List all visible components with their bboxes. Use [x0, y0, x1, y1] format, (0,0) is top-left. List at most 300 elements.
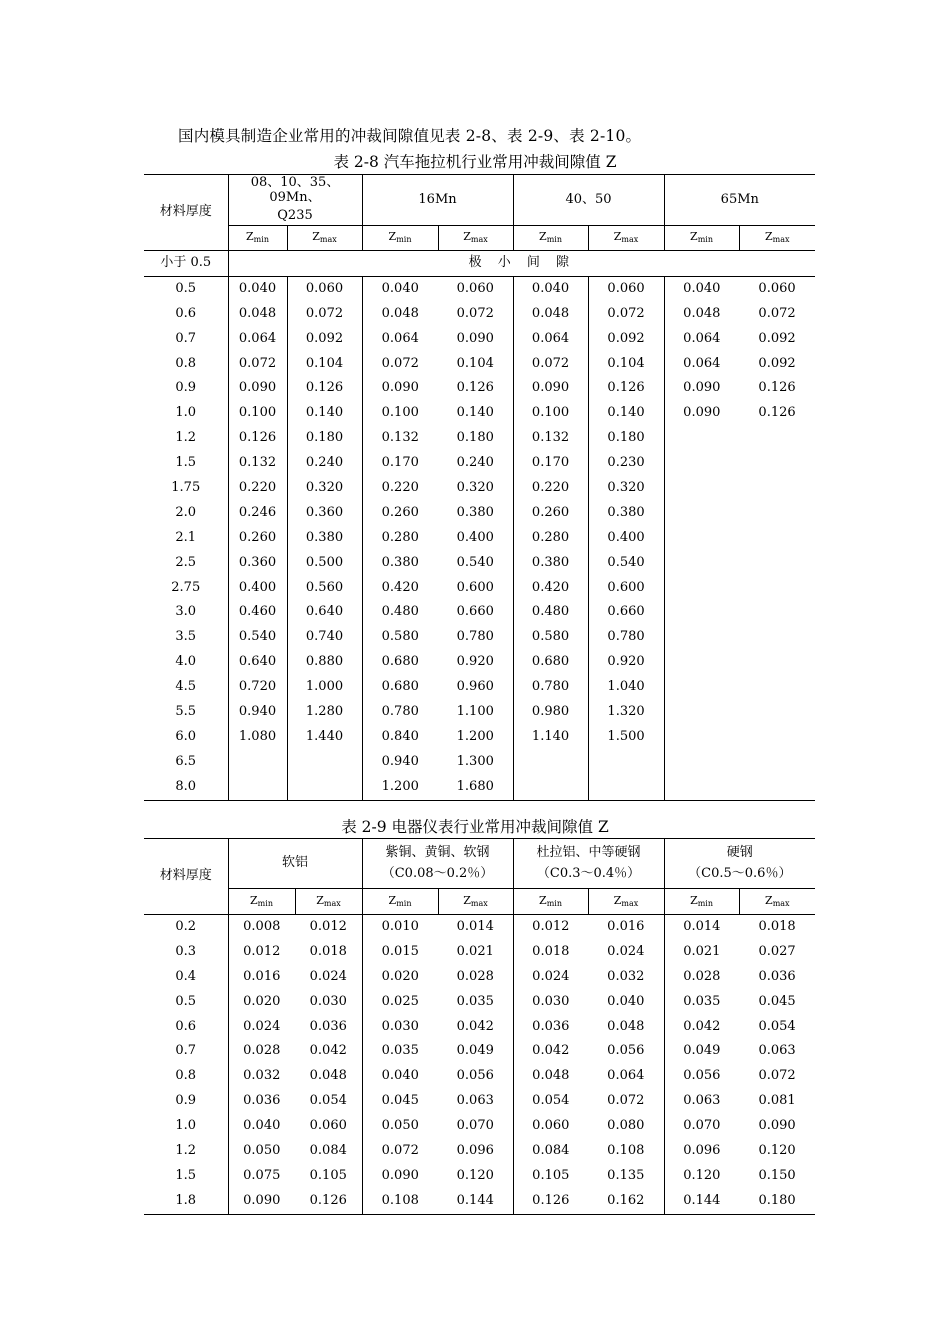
- z-min-cell: [513, 750, 588, 775]
- z-max-cell: 0.135: [607, 1167, 645, 1183]
- table2-clearance-electrical: [144, 838, 815, 1215]
- z-max-cell: 0.060: [758, 280, 796, 296]
- z-min-cell: [664, 650, 739, 675]
- z-max-cell: 0.021: [456, 943, 494, 959]
- z-max-cell: 0.120: [758, 1142, 796, 1158]
- z-min-cell: 0.980: [513, 700, 588, 725]
- z-max-cell: [739, 650, 815, 675]
- table-row: [144, 451, 815, 476]
- thickness-cell: 0.3: [175, 943, 197, 959]
- z-max-cell: 0.640: [287, 600, 362, 625]
- z-min-cell: 0.040: [228, 1114, 295, 1139]
- z-min-header: $Z_{min}$: [513, 889, 588, 915]
- z-min-cell: 0.084: [513, 1139, 588, 1164]
- z-max-cell: 0.140: [588, 401, 664, 426]
- z-min-cell: 0.260: [228, 526, 287, 551]
- z-min-cell: 0.036: [228, 1089, 295, 1114]
- z-max-cell: 0.126: [758, 405, 796, 421]
- z-min-cell: [228, 775, 287, 800]
- z-min-cell: 0.480: [513, 600, 588, 625]
- z-min-cell: 0.072: [513, 352, 588, 377]
- thickness-cell: 2.5: [175, 554, 197, 570]
- z-min-cell: [664, 625, 739, 650]
- z-max-cell: [739, 526, 815, 551]
- table-row: [144, 426, 815, 451]
- z-min-cell: 0.144: [664, 1189, 739, 1214]
- z-max-cell: 1.040: [588, 675, 664, 700]
- z-min-cell: 0.126: [513, 1189, 588, 1214]
- z-max-cell: 0.600: [456, 579, 494, 595]
- z-min-cell: 0.108: [362, 1189, 438, 1214]
- z-min-cell: 0.040: [664, 276, 739, 301]
- table-row: [144, 700, 815, 725]
- table-row: [144, 302, 815, 327]
- z-min-cell: 0.220: [228, 476, 287, 501]
- z-min-cell: 0.048: [664, 302, 739, 327]
- z-max-cell: 0.126: [456, 380, 494, 396]
- thickness-cell: 0.6: [175, 305, 197, 321]
- z-min-cell: 0.015: [362, 940, 438, 965]
- z-min-cell: [664, 551, 739, 576]
- z-min-cell: 0.100: [228, 401, 287, 426]
- thickness-cell: 0.9: [175, 380, 197, 396]
- z-max-cell: 0.126: [588, 376, 664, 401]
- z-min-cell: 0.021: [664, 940, 739, 965]
- z-min-cell: 0.030: [513, 990, 588, 1015]
- z-max-cell: [739, 675, 815, 700]
- z-min-cell: 0.460: [228, 600, 287, 625]
- z-min-cell: [228, 750, 287, 775]
- table-row: [144, 625, 815, 650]
- z-max-cell: 0.045: [758, 993, 796, 1009]
- table-row: [144, 990, 815, 1015]
- table-row: [144, 576, 815, 601]
- thickness-cell: 0.4: [175, 968, 197, 984]
- thickness-cell: 1.0: [175, 1118, 197, 1134]
- z-max-cell: 1.500: [588, 725, 664, 750]
- z-max-cell: [739, 625, 815, 650]
- z-max-cell: 0.380: [456, 504, 494, 520]
- table-row: [144, 551, 815, 576]
- z-min-header: $Z_{min}$: [664, 226, 739, 251]
- z-min-cell: 0.480: [362, 600, 438, 625]
- thickness-cell: 4.5: [175, 679, 197, 695]
- z-max-cell: 0.018: [309, 943, 347, 959]
- z-max-cell: 0.320: [456, 479, 494, 495]
- z-min-cell: 0.420: [513, 576, 588, 601]
- z-max-cell: 0.027: [758, 943, 796, 959]
- z-min-cell: 1.140: [513, 725, 588, 750]
- table1-tiny-gap-note: 极 小 间 隙: [228, 251, 815, 277]
- table-row: [144, 276, 815, 301]
- z-min-header: $Z_{min}$: [513, 226, 588, 251]
- thickness-cell: 1.5: [175, 1167, 197, 1183]
- z-min-cell: 1.080: [228, 725, 287, 750]
- z-min-cell: 0.020: [228, 990, 295, 1015]
- table-row: [144, 775, 815, 800]
- z-min-cell: 0.100: [513, 401, 588, 426]
- z-min-header: $Z_{min}$: [362, 226, 438, 251]
- z-max-cell: 1.000: [287, 675, 362, 700]
- z-max-cell: 0.081: [758, 1093, 796, 1109]
- table-row: [144, 401, 815, 426]
- z-max-cell: 0.064: [607, 1068, 645, 1084]
- thickness-cell: 3.5: [175, 629, 197, 645]
- thickness-cell: 0.7: [175, 330, 197, 346]
- z-min-cell: 0.056: [664, 1064, 739, 1089]
- z-max-cell: [739, 476, 815, 501]
- z-max-cell: 0.072: [588, 302, 664, 327]
- table1-group-header: 40、50: [513, 175, 664, 226]
- z-max-cell: [739, 775, 815, 800]
- z-min-cell: 0.090: [513, 376, 588, 401]
- thickness-cell: 0.8: [175, 355, 197, 371]
- z-min-cell: 0.060: [513, 1114, 588, 1139]
- z-max-cell: 0.084: [309, 1142, 347, 1158]
- z-max-cell: 0.012: [309, 918, 347, 934]
- z-max-cell: 0.035: [456, 993, 494, 1009]
- z-max-cell: 0.108: [607, 1142, 645, 1158]
- z-max-cell: 0.072: [456, 305, 494, 321]
- z-min-cell: 0.126: [228, 426, 287, 451]
- z-min-cell: 0.220: [513, 476, 588, 501]
- z-max-cell: 0.054: [309, 1093, 347, 1109]
- z-max-cell: 0.320: [588, 476, 664, 501]
- table2-group-header: 杜拉铝、中等硬钢 （C0.3～0.4％）: [513, 839, 664, 889]
- thickness-cell: 1.0: [175, 405, 197, 421]
- z-min-cell: 0.032: [228, 1064, 295, 1089]
- z-min-header: $Z_{min}$: [228, 889, 295, 915]
- z-min-cell: 0.720: [228, 675, 287, 700]
- intro-paragraph: 国内模具制造企业常用的冲裁间隙值见表 2-8、表 2-9、表 2-10。: [178, 127, 642, 145]
- z-max-cell: 0.054: [758, 1018, 796, 1034]
- z-min-cell: 0.036: [513, 1015, 588, 1040]
- z-min-cell: 0.040: [513, 276, 588, 301]
- z-min-header: $Z_{min}$: [362, 889, 438, 915]
- z-min-cell: 0.048: [513, 1064, 588, 1089]
- z-min-cell: 0.008: [228, 915, 295, 940]
- z-max-cell: 0.400: [456, 529, 494, 545]
- z-max-cell: 0.072: [758, 1068, 796, 1084]
- z-min-cell: [664, 750, 739, 775]
- z-max-cell: 1.440: [287, 725, 362, 750]
- table1-group-header: 16Mn: [362, 175, 513, 226]
- table-row: [144, 526, 815, 551]
- z-max-cell: 0.072: [287, 302, 362, 327]
- z-min-cell: 0.050: [362, 1114, 438, 1139]
- z-min-cell: 0.680: [513, 650, 588, 675]
- thickness-cell: 8.0: [144, 775, 228, 800]
- z-max-header: $Z_{max}$: [295, 889, 362, 915]
- z-min-cell: 0.012: [513, 915, 588, 940]
- z-min-cell: 0.096: [664, 1139, 739, 1164]
- z-min-cell: 0.120: [664, 1164, 739, 1189]
- z-max-cell: 0.063: [456, 1093, 494, 1109]
- z-max-cell: 0.060: [456, 280, 494, 296]
- z-min-cell: 1.200: [362, 775, 438, 800]
- z-min-cell: 0.090: [664, 376, 739, 401]
- table-row: [144, 1114, 815, 1139]
- z-min-cell: 0.580: [362, 625, 438, 650]
- z-min-cell: 0.040: [362, 276, 438, 301]
- z-max-cell: 0.104: [287, 352, 362, 377]
- z-min-header: $Z_{min}$: [664, 889, 739, 915]
- z-max-header: $Z_{max}$: [588, 889, 664, 915]
- table2-group-header: 紫铜、黄铜、软钢 （C0.08～0.2％）: [362, 839, 513, 889]
- table-row: [144, 725, 815, 750]
- table1-caption: 表 2-8 汽车拖拉机行业常用冲裁间隙值 Z: [333, 153, 617, 171]
- z-min-cell: [664, 476, 739, 501]
- z-max-cell: 0.016: [607, 918, 645, 934]
- z-max-cell: 0.240: [287, 451, 362, 476]
- z-max-cell: 0.126: [295, 1189, 362, 1214]
- z-min-cell: 0.640: [228, 650, 287, 675]
- table-row: [144, 1064, 815, 1089]
- z-max-cell: 0.092: [758, 330, 796, 346]
- thickness-cell: 0.2: [175, 918, 197, 934]
- z-min-cell: 0.020: [362, 965, 438, 990]
- z-max-cell: [287, 775, 362, 800]
- z-min-cell: 0.010: [362, 915, 438, 940]
- z-max-cell: 0.140: [456, 405, 494, 421]
- thickness-cell: 1.75: [171, 479, 201, 495]
- table-row: [144, 327, 815, 352]
- z-min-cell: 0.090: [362, 1164, 438, 1189]
- z-min-cell: 0.090: [228, 1189, 295, 1214]
- table-row: [144, 1189, 815, 1214]
- z-min-cell: 0.680: [362, 675, 438, 700]
- z-max-header: $Z_{max}$: [739, 226, 815, 251]
- z-min-cell: 0.064: [228, 327, 287, 352]
- thickness-cell: 2.0: [175, 504, 197, 520]
- z-min-cell: [664, 576, 739, 601]
- z-max-cell: [739, 600, 815, 625]
- thickness-cell: 0.9: [175, 1093, 197, 1109]
- z-max-cell: 1.100: [456, 704, 494, 719]
- thickness-cell: 0.5: [175, 993, 197, 1009]
- z-max-cell: 0.096: [456, 1142, 494, 1158]
- table2-group-header: 软铝: [228, 839, 362, 889]
- z-min-cell: 0.072: [362, 1139, 438, 1164]
- z-min-cell: [664, 600, 739, 625]
- z-max-cell: 0.056: [607, 1043, 645, 1059]
- table2-group-header: 硬钢 （C0.5～0.6％）: [664, 839, 815, 889]
- z-min-cell: 0.260: [513, 501, 588, 526]
- z-min-cell: 0.049: [664, 1039, 739, 1064]
- z-min-cell: [664, 675, 739, 700]
- z-max-header: $Z_{max}$: [739, 889, 815, 915]
- table2-caption: 表 2-9 电器仪表行业常用冲裁间隙值 Z: [341, 818, 609, 836]
- z-max-cell: 0.036: [309, 1018, 347, 1034]
- table1-group-header: 08、10、35、09Mn、 Q235: [228, 175, 362, 226]
- z-min-cell: 0.064: [664, 352, 739, 377]
- z-max-cell: 0.030: [309, 993, 347, 1009]
- z-min-cell: [664, 526, 739, 551]
- z-max-cell: 0.032: [607, 968, 645, 984]
- z-min-cell: 0.580: [513, 625, 588, 650]
- z-max-cell: 0.036: [758, 968, 796, 984]
- z-max-cell: 0.780: [456, 629, 494, 645]
- z-max-cell: [739, 750, 815, 775]
- z-min-cell: 0.040: [362, 1064, 438, 1089]
- z-max-cell: 0.049: [456, 1043, 494, 1059]
- z-min-cell: 0.780: [362, 700, 438, 725]
- z-min-cell: [664, 700, 739, 725]
- z-min-cell: 0.680: [362, 650, 438, 675]
- table-row: [144, 940, 815, 965]
- z-min-cell: 0.042: [513, 1039, 588, 1064]
- z-min-cell: [664, 426, 739, 451]
- table-row: [144, 965, 815, 990]
- z-max-cell: 0.104: [588, 352, 664, 377]
- z-max-cell: 0.880: [287, 650, 362, 675]
- thickness-cell: 0.8: [175, 1068, 197, 1084]
- z-max-cell: 1.200: [456, 728, 494, 744]
- z-min-cell: 0.840: [362, 725, 438, 750]
- z-min-cell: 0.024: [228, 1015, 295, 1040]
- z-min-cell: 0.070: [664, 1114, 739, 1139]
- table-row: [144, 1164, 815, 1189]
- z-max-cell: 0.090: [758, 1118, 796, 1134]
- z-min-cell: 0.075: [228, 1164, 295, 1189]
- table1-group-header: 65Mn: [664, 175, 815, 226]
- z-max-cell: [739, 576, 815, 601]
- z-min-cell: [664, 501, 739, 526]
- z-max-cell: 0.024: [309, 968, 347, 984]
- z-min-cell: 0.045: [362, 1089, 438, 1114]
- z-max-cell: 0.600: [588, 576, 664, 601]
- z-min-cell: 0.040: [228, 276, 287, 301]
- z-max-cell: 0.540: [588, 551, 664, 576]
- table-row: [144, 1139, 815, 1164]
- z-max-cell: 0.072: [607, 1093, 645, 1109]
- z-max-cell: 0.072: [758, 305, 796, 321]
- z-max-cell: [588, 750, 664, 775]
- z-min-cell: 0.380: [362, 551, 438, 576]
- thickness-cell: 0.5: [175, 280, 197, 296]
- z-max-cell: 0.056: [456, 1068, 494, 1084]
- z-min-cell: [664, 451, 739, 476]
- thickness-cell: 0.7: [175, 1043, 197, 1059]
- z-max-cell: 0.092: [287, 327, 362, 352]
- z-min-cell: 0.090: [228, 376, 287, 401]
- z-max-header: $Z_{max}$: [438, 226, 513, 251]
- thickness-cell: 2.75: [171, 579, 201, 595]
- z-min-cell: 0.048: [228, 302, 287, 327]
- table1-thickness-header: 材料厚度: [144, 175, 228, 251]
- z-max-header: $Z_{max}$: [438, 889, 513, 915]
- z-max-cell: [287, 750, 362, 775]
- z-min-cell: 0.260: [362, 501, 438, 526]
- table-row: [144, 476, 815, 501]
- z-min-cell: 0.042: [664, 1015, 739, 1040]
- z-max-cell: 0.090: [456, 330, 494, 346]
- z-max-cell: 0.180: [287, 426, 362, 451]
- z-max-cell: 0.560: [287, 576, 362, 601]
- z-max-cell: 0.240: [456, 455, 494, 471]
- table-row: [144, 600, 815, 625]
- z-min-cell: 0.280: [362, 526, 438, 551]
- z-min-cell: 0.028: [228, 1039, 295, 1064]
- table-row: [144, 501, 815, 526]
- z-min-cell: 0.940: [362, 750, 438, 775]
- z-min-cell: 0.400: [228, 576, 287, 601]
- z-max-cell: [739, 700, 815, 725]
- z-min-cell: [664, 725, 739, 750]
- z-max-header: $Z_{max}$: [287, 226, 362, 251]
- z-max-cell: [739, 451, 815, 476]
- z-min-cell: [664, 775, 739, 800]
- table-row: [144, 1089, 815, 1114]
- z-max-cell: [739, 725, 815, 750]
- z-max-header: $Z_{max}$: [588, 226, 664, 251]
- z-max-cell: [739, 426, 815, 451]
- z-min-cell: 0.380: [513, 551, 588, 576]
- z-max-cell: 0.140: [287, 401, 362, 426]
- z-min-cell: 0.132: [228, 451, 287, 476]
- z-max-cell: 0.162: [588, 1189, 664, 1214]
- z-max-cell: 0.018: [758, 918, 796, 934]
- z-max-cell: 0.230: [588, 451, 664, 476]
- z-max-cell: 0.180: [588, 426, 664, 451]
- z-min-cell: 0.940: [228, 700, 287, 725]
- z-max-cell: 0.540: [456, 554, 494, 570]
- z-max-cell: [739, 551, 815, 576]
- z-max-cell: 0.660: [588, 600, 664, 625]
- thickness-cell: 2.1: [175, 529, 197, 545]
- z-min-cell: 0.064: [513, 327, 588, 352]
- z-max-cell: 0.042: [456, 1018, 494, 1034]
- z-max-cell: 0.028: [456, 968, 494, 984]
- z-min-cell: 0.360: [228, 551, 287, 576]
- z-min-cell: 0.048: [362, 302, 438, 327]
- thickness-cell: 1.2: [175, 430, 197, 446]
- z-min-cell: 0.132: [362, 426, 438, 451]
- thickness-cell: 5.5: [175, 704, 197, 719]
- z-max-cell: 0.092: [588, 327, 664, 352]
- table-row: [144, 750, 815, 775]
- z-max-cell: 0.014: [456, 918, 494, 934]
- z-min-cell: 0.072: [228, 352, 287, 377]
- table1-clearance-automotive: [144, 174, 815, 801]
- z-min-cell: 0.014: [664, 915, 739, 940]
- table-row: [144, 376, 815, 401]
- z-min-cell: 0.280: [513, 526, 588, 551]
- z-max-cell: 0.960: [456, 679, 494, 695]
- z-min-cell: 0.420: [362, 576, 438, 601]
- z-max-cell: 0.104: [456, 355, 494, 371]
- z-max-cell: [739, 501, 815, 526]
- thickness-cell: 1.8: [144, 1189, 228, 1214]
- z-min-cell: 0.132: [513, 426, 588, 451]
- z-min-cell: 0.170: [513, 451, 588, 476]
- z-max-cell: 0.126: [287, 376, 362, 401]
- table1-thickness-cell: 小于 0.5: [144, 251, 228, 277]
- z-max-cell: 0.320: [287, 476, 362, 501]
- z-min-cell: 0.028: [664, 965, 739, 990]
- z-min-cell: 0.018: [513, 940, 588, 965]
- z-max-cell: 0.070: [456, 1118, 494, 1134]
- z-max-cell: 0.780: [588, 625, 664, 650]
- z-max-cell: 0.740: [287, 625, 362, 650]
- table-row: [144, 1039, 815, 1064]
- z-max-cell: 0.500: [287, 551, 362, 576]
- z-min-cell: 0.105: [513, 1164, 588, 1189]
- z-min-cell: 0.246: [228, 501, 287, 526]
- z-max-cell: 1.680: [438, 775, 513, 800]
- z-max-cell: 0.080: [607, 1118, 645, 1134]
- thickness-cell: 0.6: [175, 1018, 197, 1034]
